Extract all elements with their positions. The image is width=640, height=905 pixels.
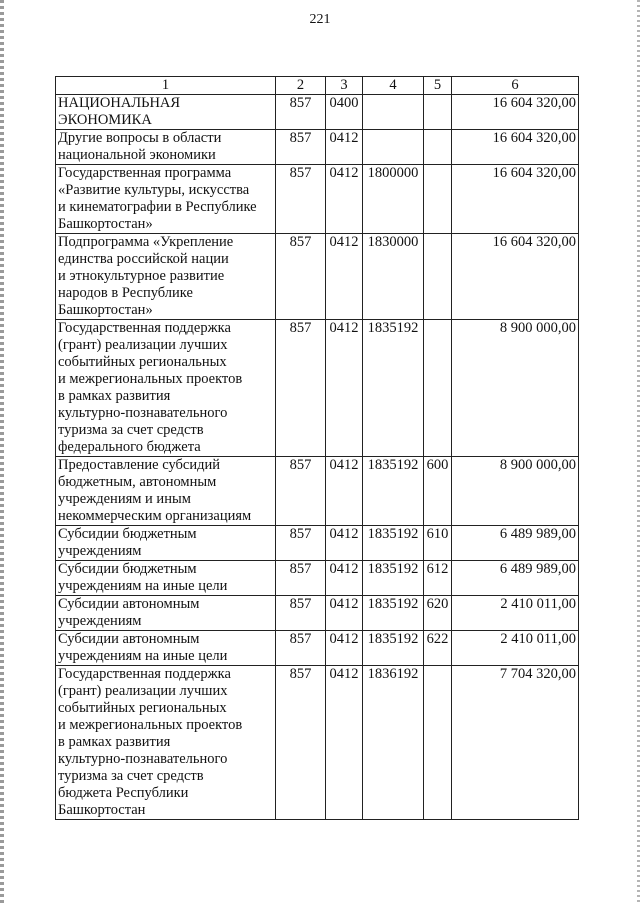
ministry-code: 857: [276, 165, 326, 234]
target-article-code: 1835192: [363, 596, 424, 631]
item-name: Другие вопросы в области национальной экономики: [56, 130, 276, 165]
column-header: 3: [326, 77, 363, 95]
ministry-code: 857: [276, 631, 326, 666]
target-article-code: [363, 95, 424, 130]
item-name: Субсидии бюджетным учреждениям: [56, 526, 276, 561]
target-article-code: 1835192: [363, 631, 424, 666]
expense-type-code: 612: [424, 561, 452, 596]
ministry-code: 857: [276, 457, 326, 526]
target-article-code: 1836192: [363, 666, 424, 820]
expense-type-code: [424, 95, 452, 130]
item-name: Государственная поддержка (грант) реализации лучших событийных региональных и межрегиональных проектов в рамках развития культурно-познавательного туризма за счет средств федерального бюджета: [56, 320, 276, 457]
ministry-code: 857: [276, 130, 326, 165]
table-row: [56, 526, 579, 561]
item-name: Государственная программа «Развитие культуры, искусства и кинематографии в Республике Башкортостан»: [56, 165, 276, 234]
table-row: [56, 631, 579, 666]
expense-type-code: [424, 165, 452, 234]
item-name: Предоставление субсидий бюджетным, автономным учреждениям и иным некоммерческим организациям: [56, 457, 276, 526]
column-header: 6: [452, 77, 579, 95]
column-header: 2: [276, 77, 326, 95]
target-article-code: 1800000: [363, 165, 424, 234]
item-name: Субсидии автономным учреждениям: [56, 596, 276, 631]
expense-type-code: 620: [424, 596, 452, 631]
section-code: 0412: [326, 666, 363, 820]
table-row: [56, 596, 579, 631]
table-row: [56, 130, 579, 165]
scan-left-edge: [0, 0, 4, 905]
section-code: 0412: [326, 165, 363, 234]
amount: 6 489 989,00: [452, 561, 579, 596]
item-name: Подпрограмма «Укрепление единства российской нации и этнокультурное развитие народов в Республике Башкортостан»: [56, 234, 276, 320]
amount: 2 410 011,00: [452, 631, 579, 666]
section-code: 0400: [326, 95, 363, 130]
amount: 16 604 320,00: [452, 95, 579, 130]
amount: 16 604 320,00: [452, 165, 579, 234]
column-header: 4: [363, 77, 424, 95]
expense-type-code: 622: [424, 631, 452, 666]
expense-type-code: 600: [424, 457, 452, 526]
table-row: [56, 95, 579, 130]
section-code: 0412: [326, 320, 363, 457]
item-name: НАЦИОНАЛЬНАЯ ЭКОНОМИКА: [56, 95, 276, 130]
section-code: 0412: [326, 596, 363, 631]
amount: 8 900 000,00: [452, 320, 579, 457]
column-header: 1: [56, 77, 276, 95]
table-row: [56, 165, 579, 234]
item-name: Государственная поддержка (грант) реализации лучших событийных региональных и межрегиональных проектов в рамках развития культурно-познавательного туризма за счет средств бюджета Республики Башкортостан: [56, 666, 276, 820]
table-row: [56, 561, 579, 596]
table-row: [56, 666, 579, 820]
ministry-code: 857: [276, 561, 326, 596]
section-code: 0412: [326, 457, 363, 526]
section-code: 0412: [326, 631, 363, 666]
item-name: Субсидии автономным учреждениям на иные цели: [56, 631, 276, 666]
amount: 6 489 989,00: [452, 526, 579, 561]
ministry-code: 857: [276, 526, 326, 561]
ministry-code: 857: [276, 666, 326, 820]
section-code: 0412: [326, 526, 363, 561]
expense-type-code: [424, 130, 452, 165]
target-article-code: 1830000: [363, 234, 424, 320]
table-row: [56, 457, 579, 526]
target-article-code: 1835192: [363, 320, 424, 457]
table-row: [56, 234, 579, 320]
amount: 8 900 000,00: [452, 457, 579, 526]
target-article-code: 1835192: [363, 561, 424, 596]
table-row: [56, 320, 579, 457]
section-code: 0412: [326, 130, 363, 165]
ministry-code: 857: [276, 234, 326, 320]
target-article-code: 1835192: [363, 526, 424, 561]
amount: 2 410 011,00: [452, 596, 579, 631]
item-name: Субсидии бюджетным учреждениям на иные цели: [56, 561, 276, 596]
table-header-row: [56, 77, 579, 95]
section-code: 0412: [326, 561, 363, 596]
column-header: 5: [424, 77, 452, 95]
section-code: 0412: [326, 234, 363, 320]
expense-type-code: [424, 320, 452, 457]
expense-type-code: [424, 234, 452, 320]
amount: 16 604 320,00: [452, 234, 579, 320]
amount: 7 704 320,00: [452, 666, 579, 820]
expense-type-code: 610: [424, 526, 452, 561]
ministry-code: 857: [276, 596, 326, 631]
expense-type-code: [424, 666, 452, 820]
target-article-code: 1835192: [363, 457, 424, 526]
target-article-code: [363, 130, 424, 165]
page-number: 221: [309, 12, 331, 27]
budget-table: [55, 76, 579, 820]
ministry-code: 857: [276, 95, 326, 130]
amount: 16 604 320,00: [452, 130, 579, 165]
ministry-code: 857: [276, 320, 326, 457]
